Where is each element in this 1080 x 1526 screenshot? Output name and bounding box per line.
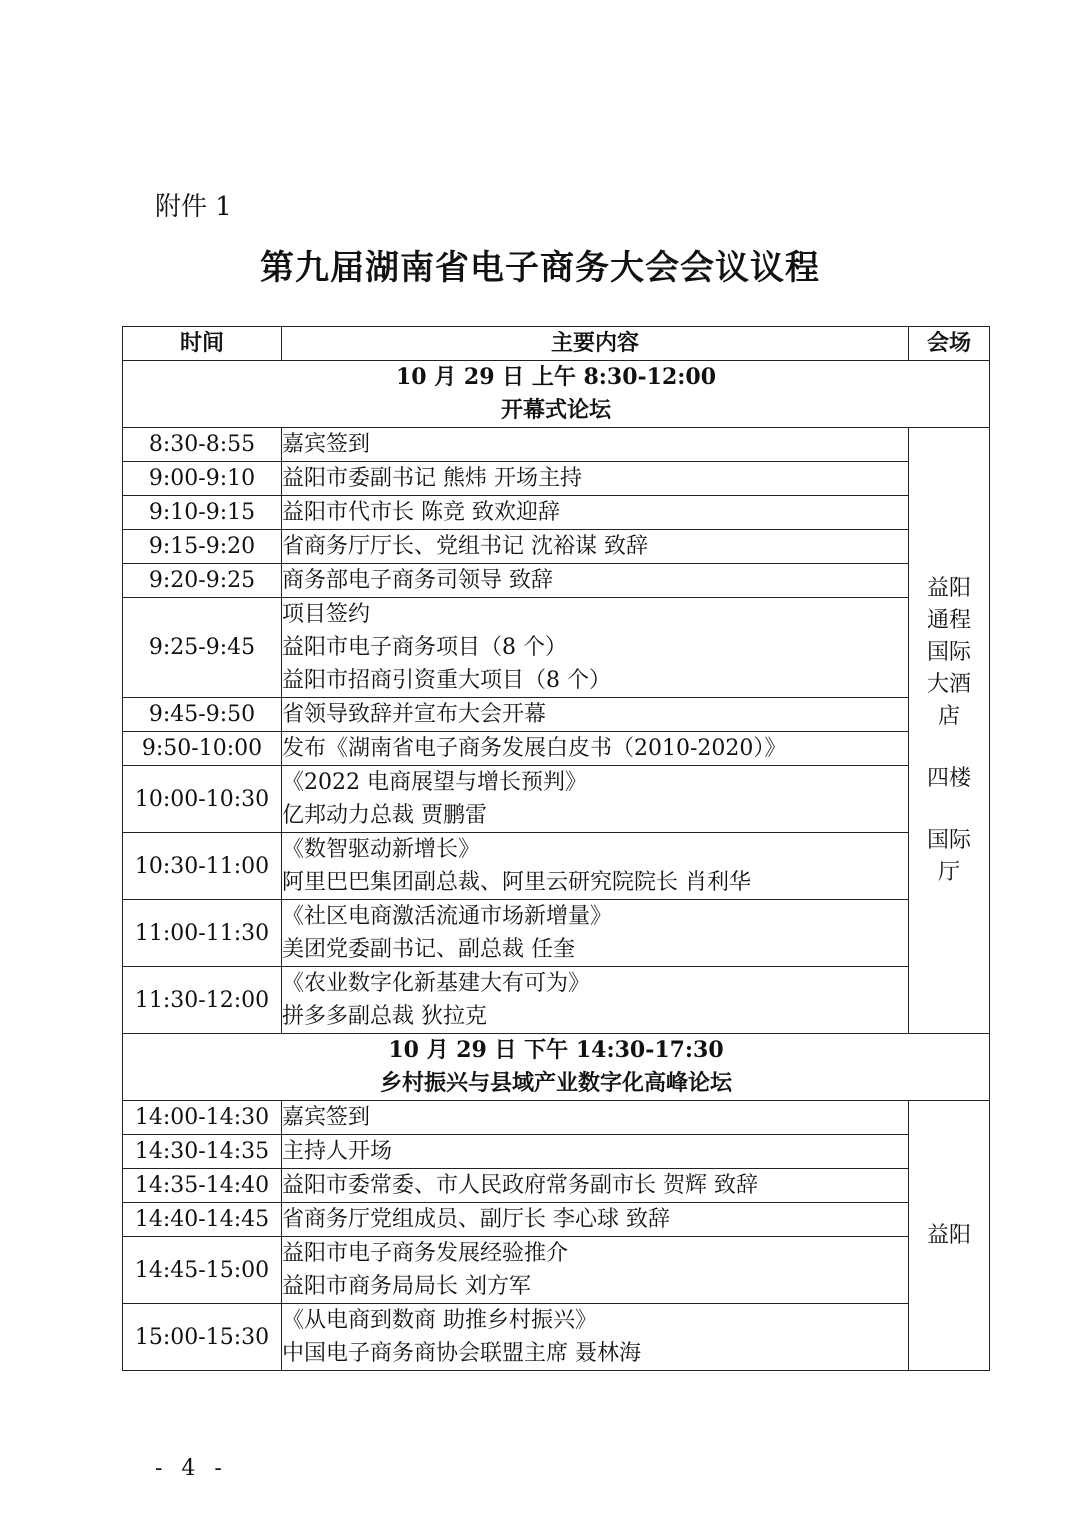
venue-cell xyxy=(909,428,990,1034)
content-line: 拼多多副总裁 狄拉克 xyxy=(282,1004,487,1029)
row-content xyxy=(282,833,909,900)
table-row xyxy=(123,766,990,833)
row-time: 9:00-9:10 xyxy=(123,462,282,496)
content-line: 益阳市电子商务项目（8 个） xyxy=(282,635,567,660)
table-row xyxy=(123,530,990,564)
content-line: 益阳市委副书记 熊炜 开场主持 xyxy=(282,466,582,491)
content-line: 商务部电子商务司领导 致辞 xyxy=(282,568,553,593)
row-content xyxy=(282,698,909,732)
venue-spacer xyxy=(909,795,989,825)
row-content xyxy=(282,598,909,698)
row-content xyxy=(282,530,909,564)
row-content xyxy=(282,428,909,462)
row-content xyxy=(282,1304,909,1371)
page-title: 第九届湖南省电子商务大会会议议程 xyxy=(260,248,820,288)
table-row xyxy=(123,967,990,1034)
table-row xyxy=(123,1237,990,1304)
row-content xyxy=(282,900,909,967)
row-time: 14:00-14:30 xyxy=(123,1101,282,1135)
content-line: 《社区电商激活流通市场新增量》 xyxy=(282,904,613,929)
session-name: 开幕式论坛 xyxy=(500,397,611,423)
row-time: 15:00-15:30 xyxy=(123,1304,282,1371)
table-row xyxy=(123,428,990,462)
content-line: 发布《湖南省电子商务发展白皮书（2010-2020）》 xyxy=(282,736,787,761)
row-content xyxy=(282,496,909,530)
row-content xyxy=(282,967,909,1034)
agenda-table xyxy=(122,326,990,1371)
row-content xyxy=(282,1203,909,1237)
content-line: 中国电子商务商协会联盟主席 聂林海 xyxy=(282,1341,641,1366)
content-line: 省商务厅厅长、党组书记 沈裕谋 致辞 xyxy=(282,534,648,559)
content-line: 项目签约 xyxy=(282,602,371,627)
content-line: 益阳市商务局局长 刘方军 xyxy=(282,1274,531,1299)
table-row xyxy=(123,1169,990,1203)
header-content: 主要内容 xyxy=(282,327,909,361)
venue-spacer xyxy=(909,733,989,763)
page-number: - 4 - xyxy=(155,1456,228,1481)
content-line: 亿邦动力总裁 贾鹏雷 xyxy=(282,803,487,828)
row-time: 10:00-10:30 xyxy=(123,766,282,833)
row-time: 9:25-9:45 xyxy=(123,598,282,698)
content-line: 省商务厅党组成员、副厅长 李心球 致辞 xyxy=(282,1207,670,1232)
table-row xyxy=(123,462,990,496)
session-heading-row xyxy=(123,1034,990,1101)
row-time: 10:30-11:00 xyxy=(123,833,282,900)
row-content xyxy=(282,462,909,496)
header-venue: 会场 xyxy=(909,327,990,361)
session-heading-row xyxy=(123,361,990,428)
venue-line: 大酒 xyxy=(926,671,971,697)
row-time: 14:30-14:35 xyxy=(123,1135,282,1169)
session-name: 乡村振兴与县域产业数字化高峰论坛 xyxy=(379,1070,732,1096)
row-content xyxy=(282,1169,909,1203)
content-line: 《2022 电商展望与增长预判》 xyxy=(282,770,587,795)
venue-line: 厅 xyxy=(937,859,960,885)
content-line: 美团党委副书记、副总裁 任奎 xyxy=(282,937,575,962)
row-content xyxy=(282,1237,909,1304)
row-time: 14:45-15:00 xyxy=(123,1237,282,1304)
table-row xyxy=(123,1203,990,1237)
table-row xyxy=(123,496,990,530)
row-time: 9:50-10:00 xyxy=(123,732,282,766)
row-time: 14:35-14:40 xyxy=(123,1169,282,1203)
row-content xyxy=(282,1135,909,1169)
venue-line: 国际 xyxy=(926,639,971,665)
row-time: 11:00-11:30 xyxy=(123,900,282,967)
content-line: 《农业数字化新基建大有可为》 xyxy=(282,971,591,996)
row-time: 9:10-9:15 xyxy=(123,496,282,530)
row-content xyxy=(282,1101,909,1135)
table-header-row xyxy=(123,327,990,361)
row-content xyxy=(282,564,909,598)
venue-line: 店 xyxy=(937,703,960,729)
content-line: 嘉宾签到 xyxy=(282,432,371,457)
content-line: 省领导致辞并宣布大会开幕 xyxy=(282,702,547,727)
session-heading xyxy=(123,361,990,428)
table-row xyxy=(123,698,990,732)
table-row xyxy=(123,564,990,598)
row-time: 11:30-12:00 xyxy=(123,967,282,1034)
table-row xyxy=(123,833,990,900)
venue-line: 国际 xyxy=(926,827,971,853)
row-content xyxy=(282,732,909,766)
table-row xyxy=(123,1304,990,1371)
row-time: 9:15-9:20 xyxy=(123,530,282,564)
content-line: 益阳市委常委、市人民政府常务副市长 贺辉 致辞 xyxy=(282,1173,758,1198)
session-date-time: 10 月 29 日 上午 8:30-12:00 xyxy=(395,364,717,390)
table-row xyxy=(123,1101,990,1135)
table-row xyxy=(123,1135,990,1169)
content-line: 益阳市电子商务发展经验推介 xyxy=(282,1241,569,1266)
session-heading xyxy=(123,1034,990,1101)
venue-line: 通程 xyxy=(926,607,971,633)
venue-line: 益阳 xyxy=(926,1223,971,1248)
content-line: 《数智驱动新增长》 xyxy=(282,837,481,862)
table-row xyxy=(123,732,990,766)
row-time: 14:40-14:45 xyxy=(123,1203,282,1237)
content-line: 《从电商到数商 助推乡村振兴》 xyxy=(282,1308,597,1333)
session-date-time: 10 月 29 日 下午 14:30-17:30 xyxy=(388,1037,724,1063)
row-time: 9:20-9:25 xyxy=(123,564,282,598)
row-time: 9:45-9:50 xyxy=(123,698,282,732)
content-line: 主持人开场 xyxy=(282,1139,393,1164)
header-time: 时间 xyxy=(123,327,282,361)
content-line: 益阳市代市长 陈竞 致欢迎辞 xyxy=(282,500,560,525)
attachment-label: 附件 1 xyxy=(155,192,232,222)
table-row xyxy=(123,900,990,967)
venue-cell xyxy=(909,1101,990,1371)
content-line: 阿里巴巴集团副总裁、阿里云研究院院长 肖利华 xyxy=(282,870,751,895)
venue-line: 益阳 xyxy=(926,575,971,601)
row-content xyxy=(282,766,909,833)
content-line: 嘉宾签到 xyxy=(282,1105,371,1130)
row-time: 8:30-8:55 xyxy=(123,428,282,462)
table-row xyxy=(123,598,990,698)
venue-line: 四楼 xyxy=(926,765,971,791)
content-line: 益阳市招商引资重大项目（8 个） xyxy=(282,668,611,693)
